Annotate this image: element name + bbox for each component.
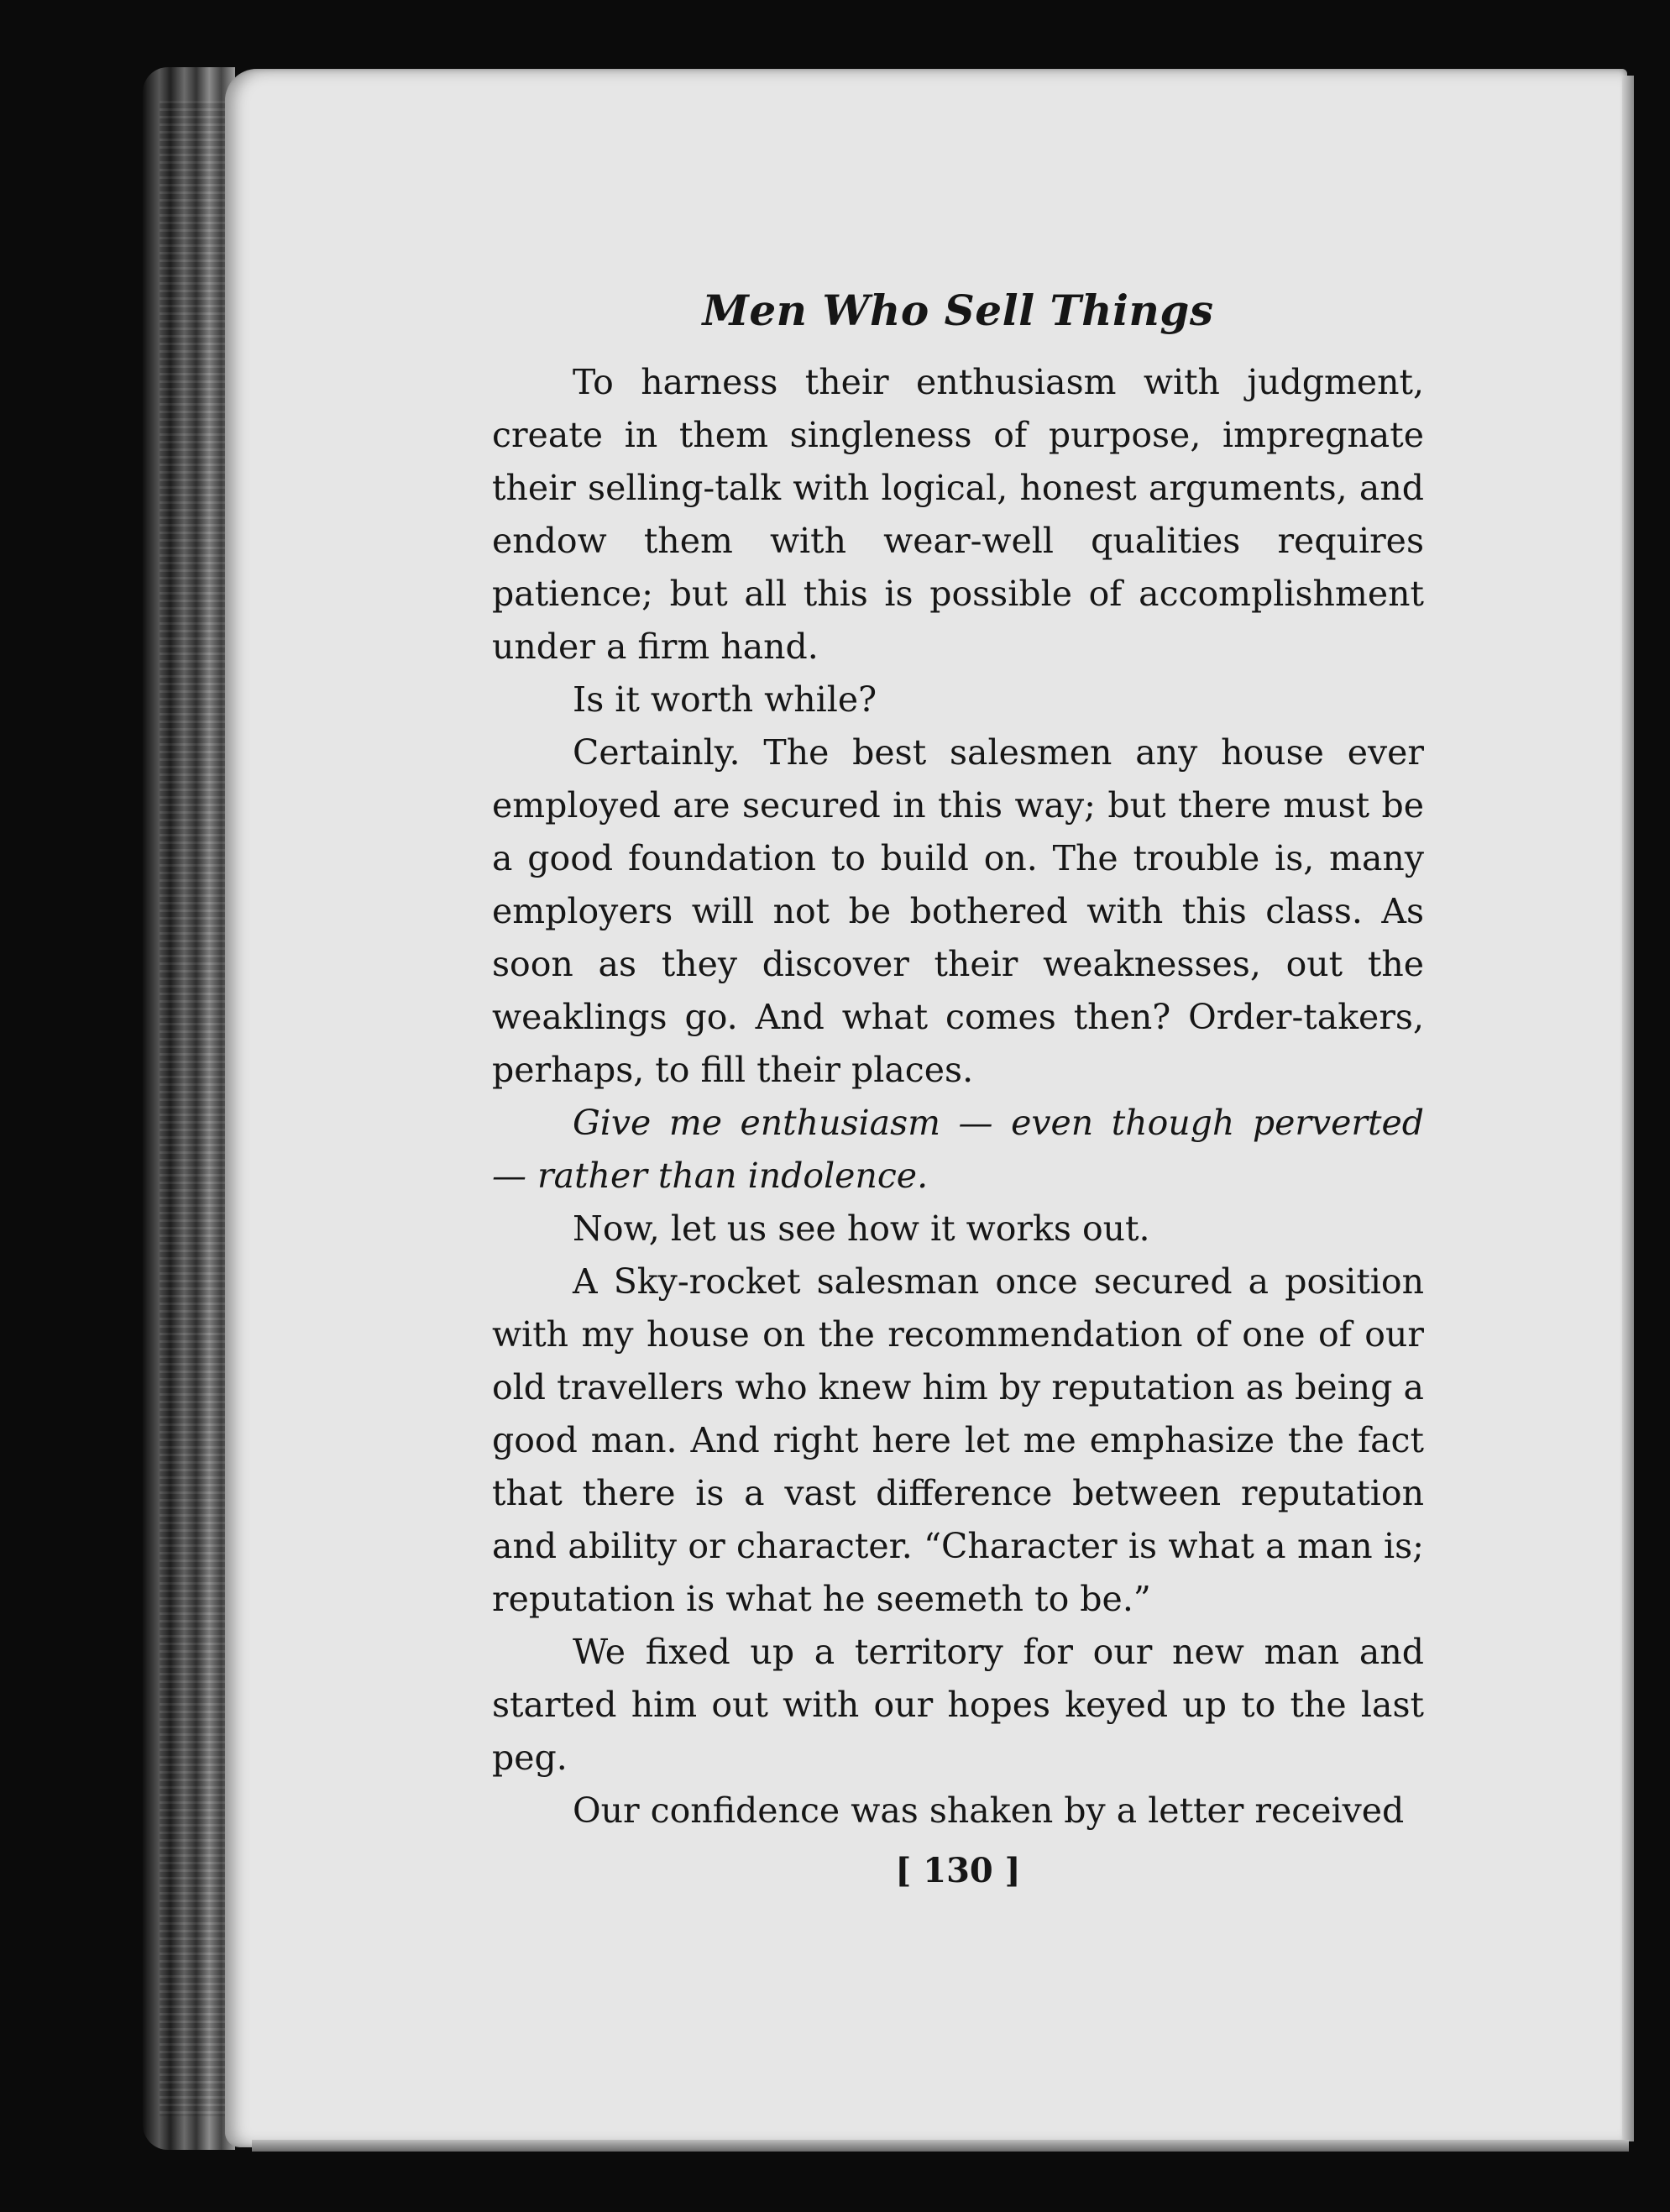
paragraph: A Sky-rocket salesman once secured a position with my house on the recommendation of one of our old travellers who knew him by reputation as being a good man. And right here let me emphasize the fact that there is a vast difference between reputation and ability or character. “Character is what a man is; reputation is what he seemeth to be.” — [492, 1261, 1424, 1619]
paragraph-italic: Give me enthusiasm — even though perverted — rather than indolence. — [492, 1103, 1424, 1196]
page-bottom-edge — [252, 2140, 1629, 2152]
paragraph: Certainly. The best salesmen any house ever employed are secured in this way; but there must be a good foundation to build on. The trouble is, many employers will not be bothered with this class. As soon as they discover their weaknesses, out the weaklings go. And what comes then? Order-takers, perhaps, to fill their places. — [492, 732, 1424, 1090]
running-head: Men Who Sell Things — [702, 286, 1214, 335]
paragraph: We fixed up a territory for our new man and started him out with our hopes keyed up to the last peg. — [492, 1632, 1424, 1778]
paragraph: Now, let us see how it works out. — [573, 1208, 1150, 1249]
paragraph: Is it worth while? — [573, 679, 877, 720]
spine-texture — [160, 101, 227, 2116]
page-number: [ 130 ] — [895, 1851, 1021, 1890]
paragraph: To harness their enthusiasm with judgment, create in them singleness of purpose, impregnate their selling-talk with logical, honest arguments, and endow them with wear-well qualities requires patience; but all this is possible of accomplishment under a firm hand. — [492, 362, 1424, 667]
paragraph: Our confidence was shaken by a letter received — [573, 1790, 1405, 1831]
page-text-block — [492, 284, 1424, 1893]
page-right-edge — [1622, 76, 1634, 2141]
